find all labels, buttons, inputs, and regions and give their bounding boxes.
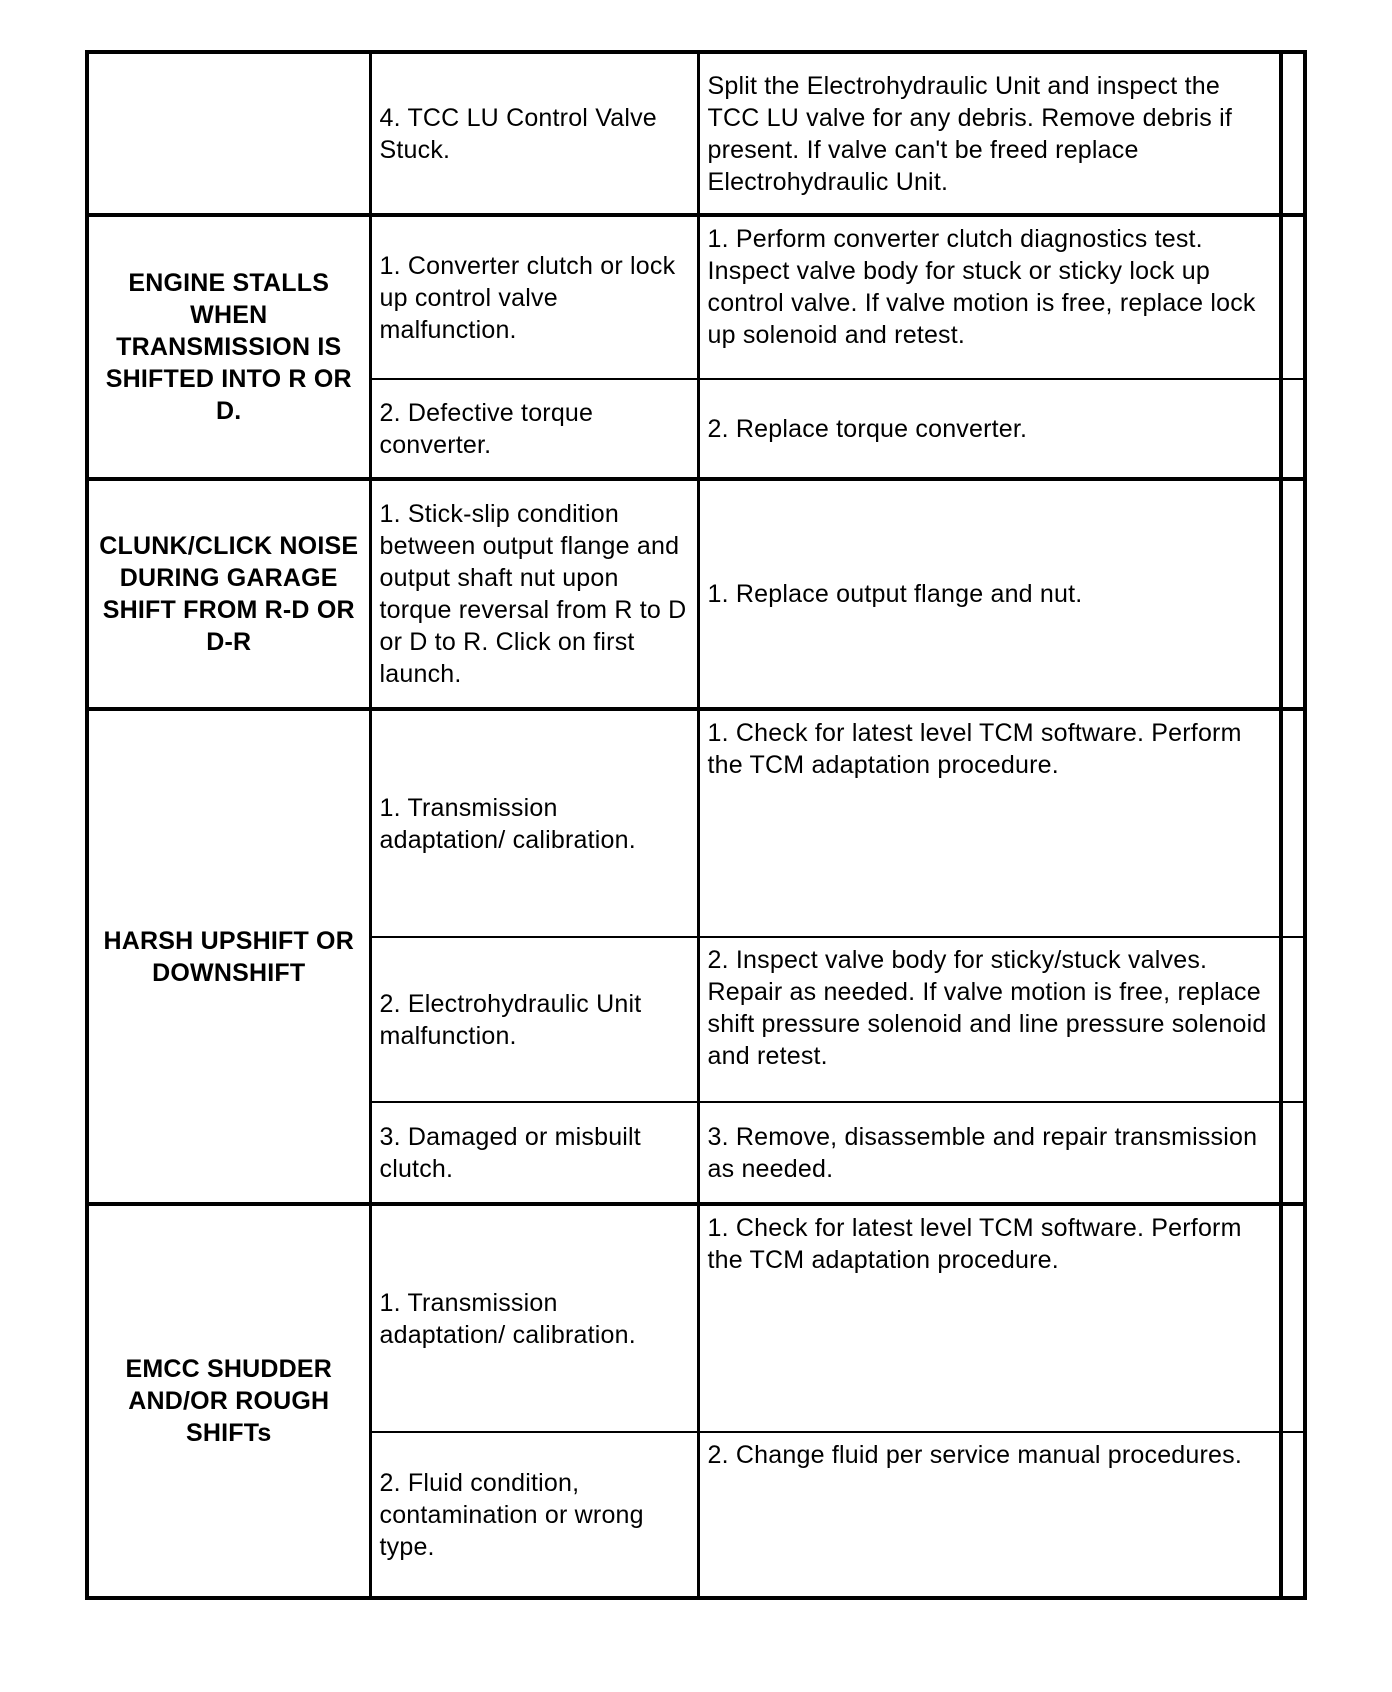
table-row bbox=[87, 709, 1305, 937]
table-row bbox=[87, 479, 1305, 709]
check-column-cell bbox=[1281, 937, 1305, 1102]
cause-cell: 1. Stick-slip condition between output flange and output shaft nut upon torque reversal from R to D or D to R. Click on first launch. bbox=[370, 479, 698, 709]
cause-cell: 1. Transmission adaptation/ calibration. bbox=[370, 1204, 698, 1432]
check-column-cell bbox=[1281, 709, 1305, 937]
check-column-cell bbox=[1281, 479, 1305, 709]
correction-cell: 2. Replace torque converter. bbox=[698, 379, 1281, 479]
table-row bbox=[87, 215, 1305, 379]
condition-cell: HARSH UPSHIFT OR DOWNSHIFT bbox=[87, 709, 370, 1204]
check-column-cell bbox=[1281, 1204, 1305, 1432]
check-column-cell bbox=[1281, 52, 1305, 215]
cause-cell: 1. Transmission adaptation/ calibration. bbox=[370, 709, 698, 937]
correction-cell: Split the Electrohydraulic Unit and inspect the TCC LU valve for any debris. Remove debris if present. If valve can't be freed replace Electrohydraulic Unit. bbox=[698, 52, 1281, 215]
condition-cell bbox=[87, 52, 370, 215]
check-column-cell bbox=[1281, 1432, 1305, 1598]
correction-cell: 1. Replace output flange and nut. bbox=[698, 479, 1281, 709]
correction-cell: 1. Check for latest level TCM software. Perform the TCM adaptation procedure. bbox=[698, 1204, 1281, 1432]
check-column-cell bbox=[1281, 215, 1305, 379]
condition-cell: ENGINE STALLS WHEN TRANSMISSION IS SHIFTED INTO R OR D. bbox=[87, 215, 370, 479]
condition-cell: EMCC SHUDDER AND/OR ROUGH SHIFTs bbox=[87, 1204, 370, 1598]
cause-cell: 1. Converter clutch or lock up control valve malfunction. bbox=[370, 215, 698, 379]
correction-cell: 2. Inspect valve body for sticky/stuck valves. Repair as needed. If valve motion is free, replace shift pressure solenoid and line pressure solenoid and retest. bbox=[698, 937, 1281, 1102]
cause-cell: 3. Damaged or misbuilt clutch. bbox=[370, 1102, 698, 1204]
correction-cell: 1. Perform converter clutch diagnostics test. Inspect valve body for stuck or sticky lock up control valve. If valve motion is free, replace lock up solenoid and retest. bbox=[698, 215, 1281, 379]
cause-cell: 4. TCC LU Control Valve Stuck. bbox=[370, 52, 698, 215]
table-row bbox=[87, 1204, 1305, 1432]
check-column-cell bbox=[1281, 1102, 1305, 1204]
diagnosis-table bbox=[85, 50, 1307, 1600]
table-row bbox=[87, 52, 1305, 215]
cause-cell: 2. Fluid condition, contamination or wrong type. bbox=[370, 1432, 698, 1598]
correction-cell: 1. Check for latest level TCM software. Perform the TCM adaptation procedure. bbox=[698, 709, 1281, 937]
cause-cell: 2. Defective torque converter. bbox=[370, 379, 698, 479]
check-column-cell bbox=[1281, 379, 1305, 479]
condition-cell: CLUNK/CLICK NOISE DURING GARAGE SHIFT FROM R-D OR D-R bbox=[87, 479, 370, 709]
cause-cell: 2. Electrohydraulic Unit malfunction. bbox=[370, 937, 698, 1102]
correction-cell: 2. Change fluid per service manual procedures. bbox=[698, 1432, 1281, 1598]
correction-cell: 3. Remove, disassemble and repair transmission as needed. bbox=[698, 1102, 1281, 1204]
